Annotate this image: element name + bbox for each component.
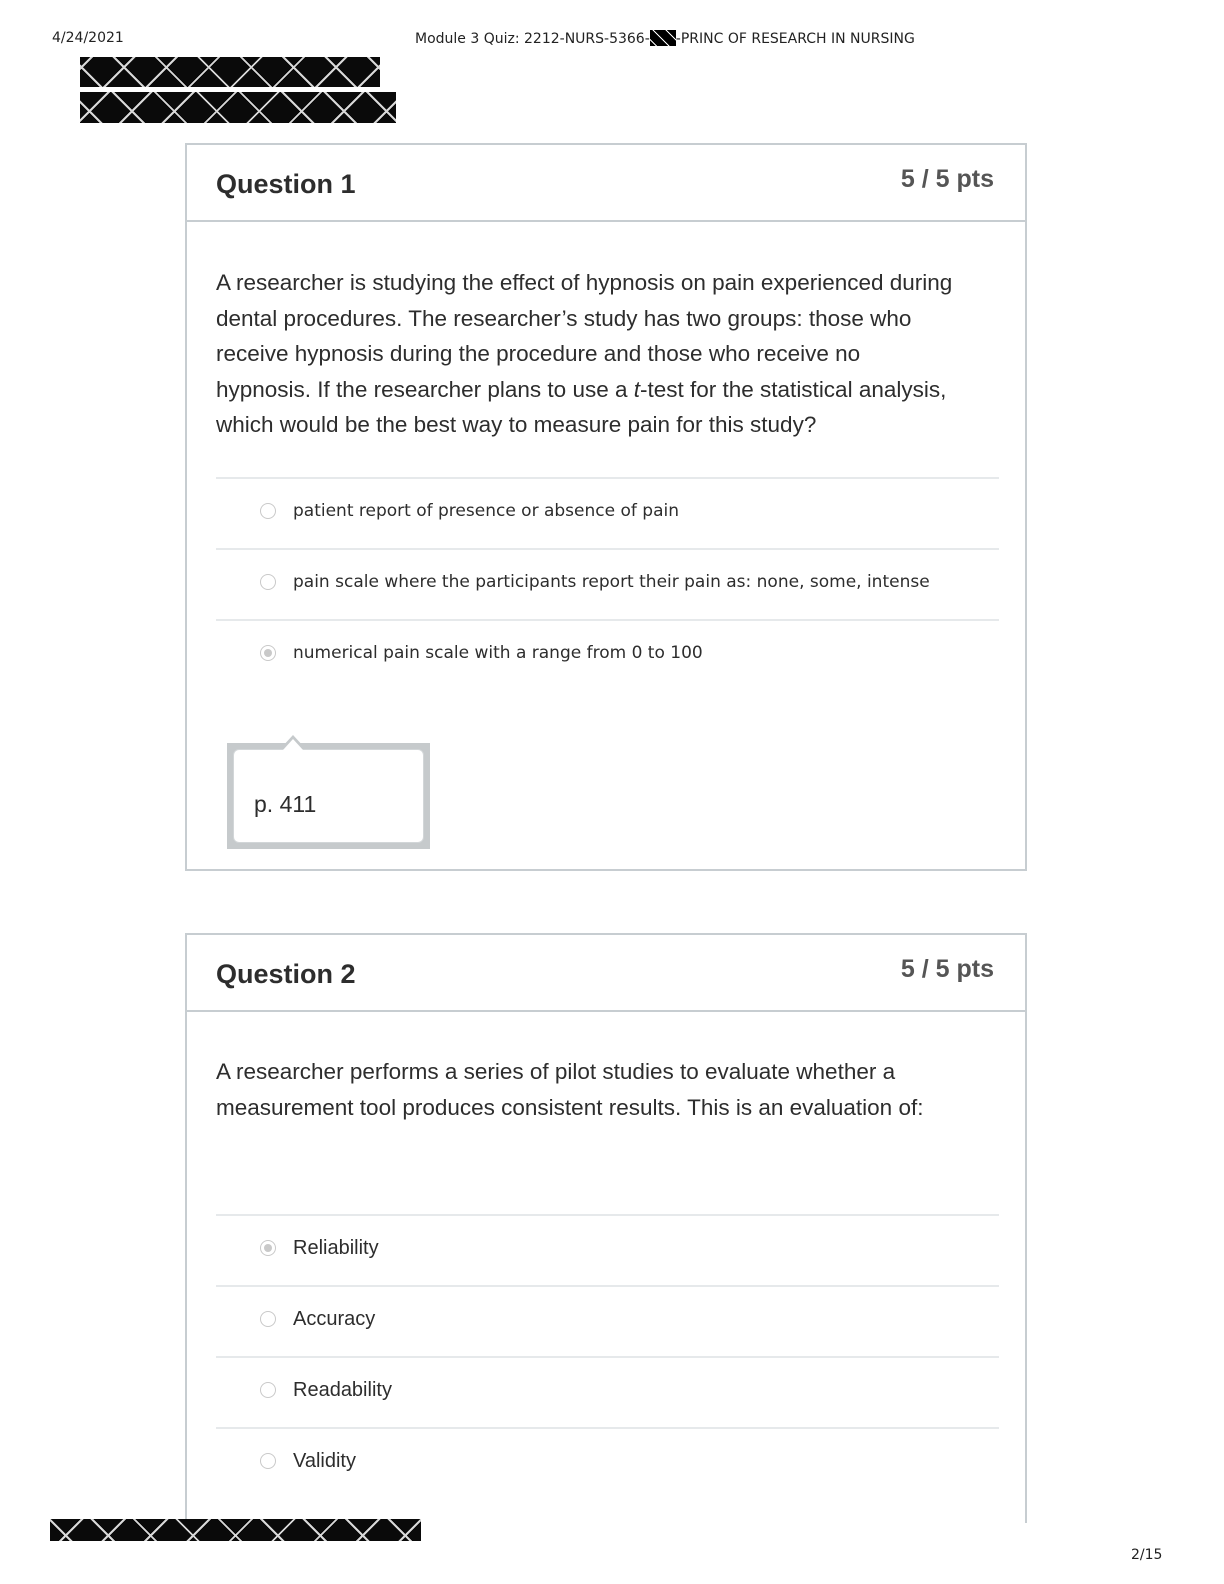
print-title: [415, 30, 915, 47]
question-title: Question 2: [216, 959, 356, 989]
question-text-line: which would be the best way to measure pain for this study?: [216, 412, 817, 437]
question-text-line: [216, 372, 1006, 408]
answer-option[interactable]: [216, 619, 999, 690]
question-text-line: A researcher is studying the effect of hypnosis on pain experienced during: [216, 270, 953, 295]
answer-label: Reliability: [293, 1237, 379, 1259]
title-prefix: Module 3 Quiz: 2212-NURS-5366-: [415, 31, 650, 47]
answer-option[interactable]: [216, 477, 999, 548]
question-text-line: receive hypnosis during the procedure and those who receive no: [216, 341, 861, 366]
answer-label: patient report of presence or absence of pain: [293, 501, 679, 521]
question-title: Question 1: [216, 169, 356, 199]
page-number: 2/15: [1131, 1547, 1163, 1563]
radio-button[interactable]: [260, 574, 276, 590]
print-date: 4/24/2021: [52, 30, 124, 46]
answer-option[interactable]: [216, 1427, 999, 1498]
text-italic-t: t: [633, 376, 640, 402]
question-points: 5 / 5 pts: [900, 165, 994, 193]
answer-list: [216, 477, 999, 690]
redacted-footer-url: [50, 1519, 421, 1541]
answer-option[interactable]: [216, 1285, 999, 1356]
comment-pointer-inner: [283, 739, 303, 750]
radio-button[interactable]: [260, 1453, 276, 1469]
redacted-name: [80, 57, 380, 87]
question-text-line: A researcher performs a series of pilot studies to evaluate whether a: [216, 1059, 896, 1084]
answer-label: pain scale where the participants report their pain as: none, some, intense: [293, 572, 930, 592]
radio-button[interactable]: [260, 1311, 276, 1327]
redacted-id: [80, 92, 396, 123]
question-text: [216, 265, 1006, 443]
radio-button[interactable]: [260, 503, 276, 519]
question-text-line: dental procedures. The researcher’s study has two groups: those who: [216, 305, 912, 331]
answer-option[interactable]: [216, 1214, 999, 1285]
answer-label: numerical pain scale with a range from 0 to 100: [293, 643, 703, 663]
radio-button-selected[interactable]: [260, 645, 276, 661]
answer-comment-text: p. 411: [254, 791, 317, 817]
answer-label: Readability: [293, 1379, 392, 1401]
answer-label: Accuracy: [293, 1308, 376, 1330]
question-text: [216, 1054, 1006, 1125]
answer-label: Validity: [293, 1450, 356, 1472]
question-text-line: measurement tool produces consistent results. This is an evaluation of:: [216, 1094, 924, 1120]
question-header: [187, 145, 1025, 222]
question-1-card: [185, 143, 1027, 871]
question-2-card: [185, 933, 1027, 1523]
radio-button[interactable]: [260, 1382, 276, 1398]
question-header: [187, 935, 1025, 1012]
print-header: [0, 0, 1224, 60]
answer-option[interactable]: [216, 548, 999, 619]
title-suffix: -PRINC OF RESEARCH IN NURSING: [675, 31, 915, 47]
question-points: 5 / 5 pts: [900, 955, 994, 983]
answer-option[interactable]: [216, 1356, 999, 1427]
text-segment: hypnosis. If the researcher plans to use a: [216, 376, 634, 402]
radio-button-selected[interactable]: [260, 1240, 276, 1256]
text-segment: -test for the statistical analysis,: [640, 376, 947, 402]
redaction-mark: [650, 30, 676, 46]
answer-list: [216, 1214, 999, 1498]
